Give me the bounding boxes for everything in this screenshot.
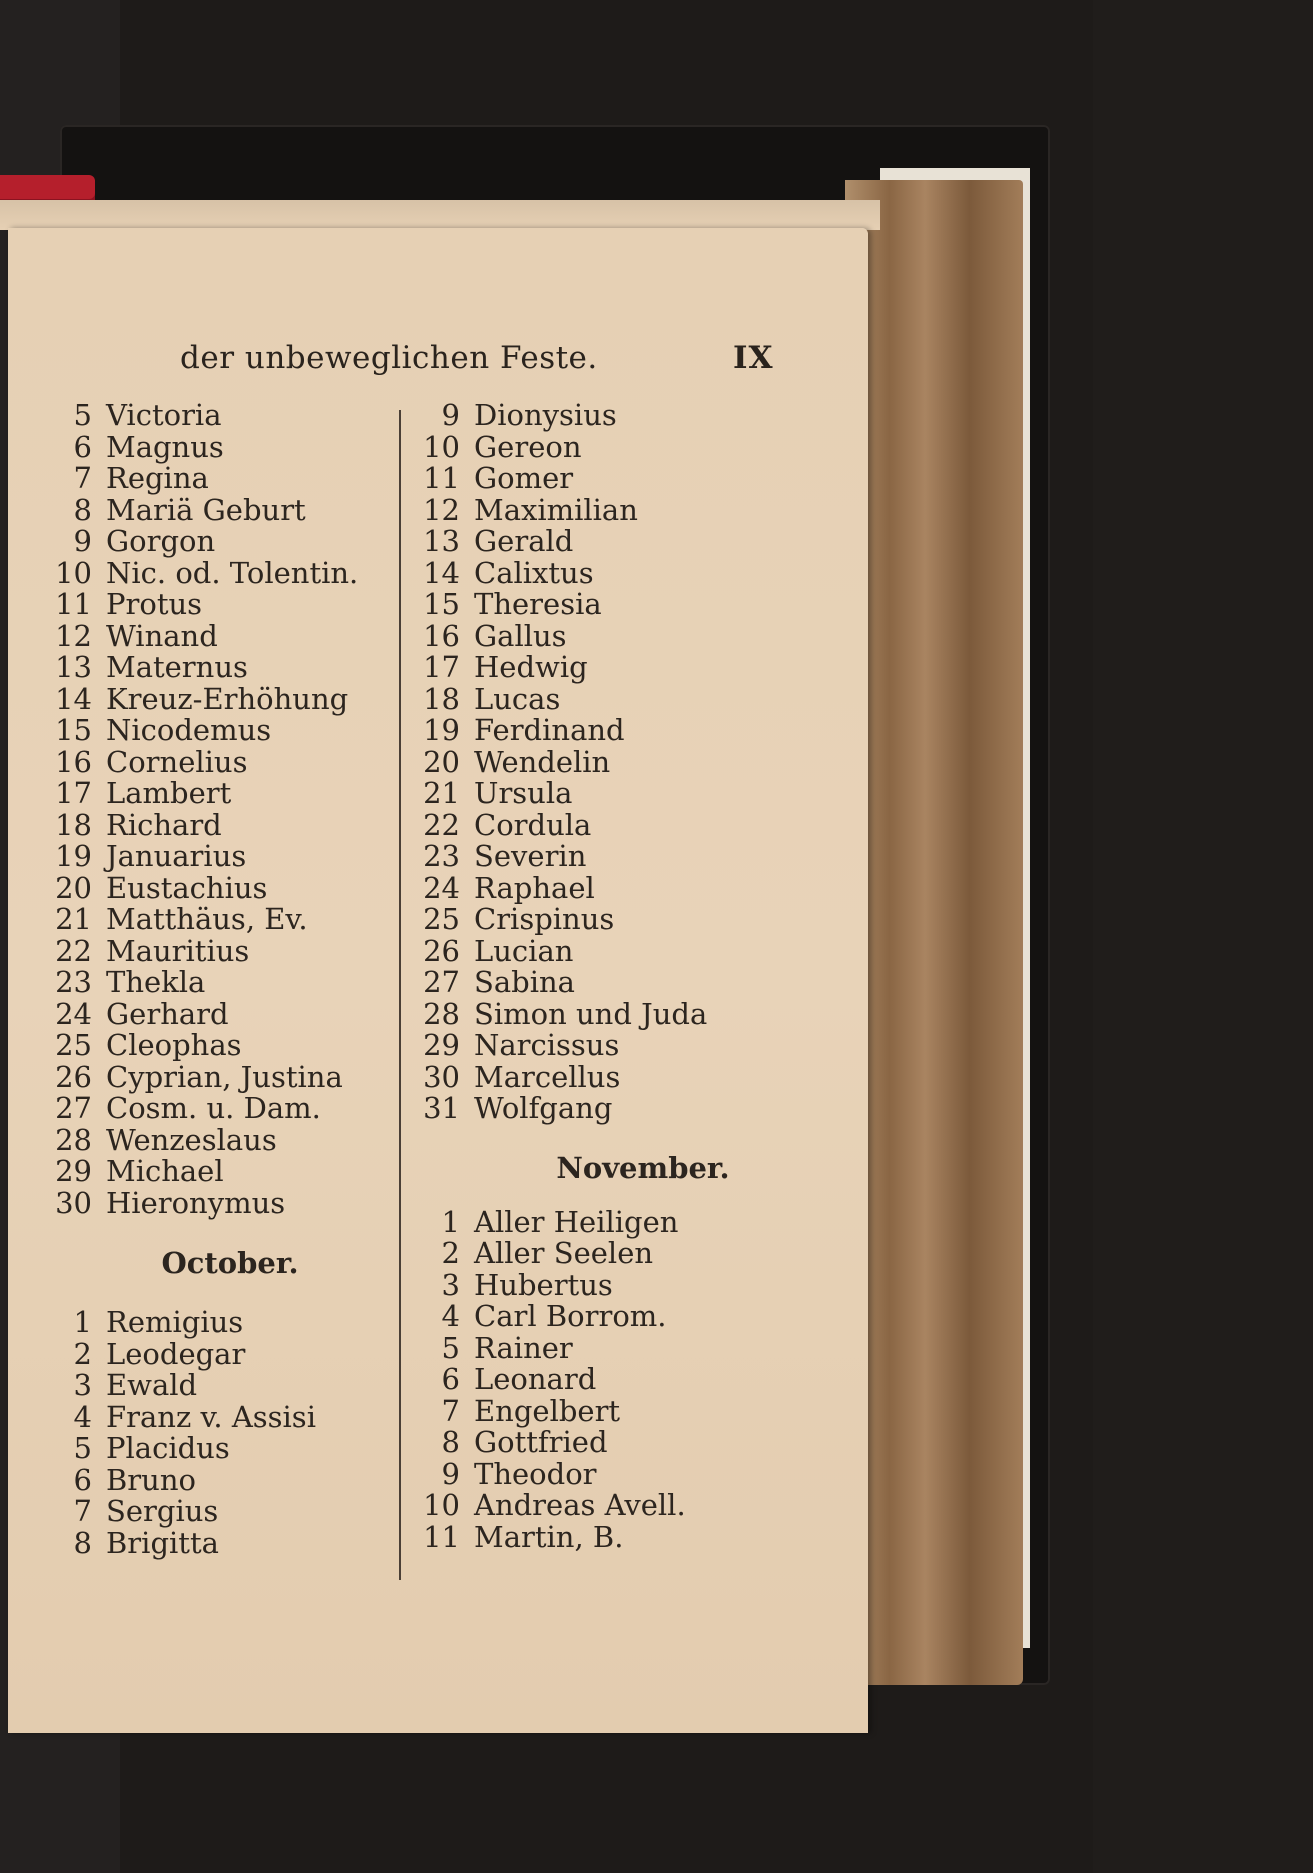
saint-name: Cosm. u. Dam. (106, 1091, 321, 1125)
saint-name: Kreuz-Erhöhung (106, 681, 349, 716)
day-number: 19 (55, 839, 92, 873)
saint-name: Maximilian (474, 492, 638, 527)
calendar-entry (418, 841, 838, 873)
calendar-entry (418, 996, 838, 1031)
day-number: 28 (423, 996, 460, 1031)
day-number: 22 (423, 807, 460, 842)
day-number: 28 (55, 1122, 92, 1157)
page-top-strip (0, 200, 880, 230)
calendar-entry (50, 618, 380, 653)
day-number: 21 (55, 902, 92, 936)
day-number: 17 (55, 776, 92, 810)
day-number: 10 (423, 429, 460, 464)
day-number: 22 (55, 933, 92, 968)
day-number: 30 (55, 1185, 92, 1220)
saint-name: Cordula (474, 807, 592, 842)
day-number: 29 (55, 1154, 92, 1188)
calendar-entry (418, 744, 838, 779)
calendar-entry (50, 463, 380, 495)
day-number: 20 (55, 870, 92, 905)
calendar-entry (418, 870, 838, 905)
calendar-entry (418, 1427, 838, 1459)
saint-name: Narcissus (474, 1028, 620, 1062)
day-number: 25 (55, 1028, 92, 1062)
saint-name: Calixtus (474, 555, 594, 590)
october-continued-list (418, 400, 838, 1125)
day-number: 23 (55, 965, 92, 999)
day-number: 11 (423, 1519, 460, 1554)
saint-name: Maternus (106, 650, 248, 684)
calendar-entry (418, 526, 838, 558)
calendar-entry (50, 429, 380, 464)
calendar-entry (50, 1030, 380, 1062)
day-number: 2 (441, 1236, 460, 1270)
calendar-entry (418, 652, 838, 684)
saint-name: Brigitta (106, 1525, 219, 1560)
september-list (50, 400, 380, 1219)
saint-name: Aller Seelen (474, 1236, 654, 1270)
month-heading-november: November. (556, 1150, 730, 1185)
calendar-entry (418, 1059, 838, 1094)
saint-name: Gomer (474, 461, 574, 495)
saint-name: Gorgon (106, 524, 216, 558)
calendar-entry (50, 589, 380, 621)
saint-name: Matthäus, Ev. (106, 902, 308, 936)
calendar-entry (50, 1433, 380, 1465)
day-number: 11 (423, 461, 460, 495)
calendar-entry (50, 681, 380, 716)
saint-name: Carl Borrom. (474, 1299, 667, 1333)
saint-name: Cornelius (106, 744, 248, 779)
day-number: 9 (441, 398, 460, 432)
day-number: 12 (423, 492, 460, 527)
calendar-entry (50, 1122, 380, 1157)
day-number: 27 (55, 1091, 92, 1125)
day-number: 9 (441, 1456, 460, 1491)
calendar-entry (50, 400, 380, 432)
calendar-entry (50, 807, 380, 842)
day-number: 8 (441, 1425, 460, 1459)
day-number: 19 (423, 713, 460, 747)
day-number: 24 (55, 996, 92, 1031)
saint-name: Thekla (106, 965, 206, 999)
calendar-entry (50, 1336, 380, 1371)
saint-name: Victoria (106, 398, 222, 432)
calendar-entry (418, 1519, 838, 1554)
day-number: 18 (55, 807, 92, 842)
saint-name: Hedwig (474, 650, 588, 684)
calendar-entry (418, 618, 838, 653)
day-number: 7 (73, 461, 92, 495)
november-list (418, 1204, 838, 1554)
calendar-entry (50, 1462, 380, 1497)
saint-name: Rainer (474, 1330, 573, 1365)
day-number: 29 (423, 1028, 460, 1062)
day-number: 8 (73, 492, 92, 527)
calendar-entry (50, 870, 380, 905)
calendar-entry (50, 1496, 380, 1528)
calendar-entry (50, 778, 380, 810)
day-number: 18 (423, 681, 460, 716)
saint-name: Mauritius (106, 933, 250, 968)
day-number: 2 (73, 1336, 92, 1371)
saint-name: Hieronymus (106, 1185, 286, 1220)
calendar-entry (418, 933, 838, 968)
calendar-entry (50, 1185, 380, 1220)
saint-name: Sabina (474, 965, 575, 999)
day-number: 6 (441, 1362, 460, 1396)
saint-name: Hubertus (474, 1267, 613, 1302)
saint-name: Regina (106, 461, 209, 495)
calendar-entry (418, 1393, 838, 1428)
saint-name: Sergius (106, 1494, 219, 1528)
day-number: 10 (55, 555, 92, 590)
day-number: 13 (423, 524, 460, 558)
saint-name: Dionysius (474, 398, 617, 432)
day-number: 23 (423, 839, 460, 873)
saint-name: Gerhard (106, 996, 229, 1031)
saint-name: Wolfgang (474, 1091, 613, 1125)
right-column (418, 400, 838, 1553)
saint-name: Lucian (474, 933, 574, 968)
calendar-entry (418, 715, 838, 747)
saint-name: Engelbert (474, 1393, 621, 1428)
calendar-entry (418, 1490, 838, 1522)
calendar-entry (50, 1525, 380, 1560)
calendar-entry (418, 1364, 838, 1396)
page-number: IX (733, 340, 774, 376)
calendar-entry (418, 778, 838, 810)
saint-name: Wendelin (474, 744, 611, 779)
day-number: 4 (73, 1399, 92, 1434)
saint-name: Aller Heiligen (474, 1204, 679, 1239)
calendar-entry (418, 429, 838, 464)
day-number: 20 (423, 744, 460, 779)
day-number: 17 (423, 650, 460, 684)
day-number: 21 (423, 776, 460, 810)
calendar-entry (418, 1456, 838, 1491)
calendar-entry (418, 807, 838, 842)
day-number: 13 (55, 650, 92, 684)
day-number: 5 (73, 1431, 92, 1465)
calendar-entry (50, 1093, 380, 1125)
saint-name: Bruno (106, 1462, 196, 1497)
saint-name: Cleophas (106, 1028, 242, 1062)
calendar-entry (418, 1030, 838, 1062)
calendar-entry (418, 1204, 838, 1239)
day-number: 16 (423, 618, 460, 653)
saint-name: Ursula (474, 776, 573, 810)
calendar-entry (418, 555, 838, 590)
calendar-entry (418, 1238, 838, 1270)
column-divider (399, 410, 401, 1580)
day-number: 14 (423, 555, 460, 590)
page-edges (845, 180, 1023, 1685)
day-number: 5 (73, 398, 92, 432)
day-number: 7 (73, 1494, 92, 1528)
saint-name: Nicodemus (106, 713, 272, 747)
calendar-entry (418, 1093, 838, 1125)
day-number: 6 (73, 429, 92, 464)
day-number: 1 (441, 1204, 460, 1239)
calendar-entry (50, 996, 380, 1031)
saint-name: Januarius (106, 839, 247, 873)
day-number: 15 (55, 713, 92, 747)
calendar-entry (50, 1059, 380, 1094)
calendar-entry (50, 492, 380, 527)
saint-name: Lucas (474, 681, 561, 716)
saint-name: Leodegar (106, 1336, 246, 1371)
saint-name: Michael (106, 1154, 224, 1188)
day-number: 27 (423, 965, 460, 999)
calendar-entry (418, 492, 838, 527)
saint-name: Remigius (106, 1305, 244, 1339)
saint-name: Placidus (106, 1431, 230, 1465)
saint-name: Richard (106, 807, 222, 842)
day-number: 16 (55, 744, 92, 779)
day-number: 7 (441, 1393, 460, 1428)
saint-name: Theodor (474, 1456, 597, 1491)
calendar-entry (50, 715, 380, 747)
day-number: 31 (423, 1091, 460, 1125)
saint-name: Cyprian, Justina (106, 1059, 343, 1094)
saint-name: Gottfried (474, 1425, 608, 1459)
day-number: 3 (441, 1267, 460, 1302)
calendar-entry (418, 1267, 838, 1302)
calendar-entry (50, 526, 380, 558)
calendar-entry (418, 967, 838, 999)
calendar-entry (418, 681, 838, 716)
day-number: 14 (55, 681, 92, 716)
day-number: 5 (441, 1330, 460, 1365)
calendar-entry (418, 463, 838, 495)
saint-name: Leonard (474, 1362, 597, 1396)
day-number: 10 (423, 1488, 460, 1522)
saint-name: Crispinus (474, 902, 615, 936)
day-number: 8 (73, 1525, 92, 1560)
day-number: 15 (423, 587, 460, 621)
background-right (1093, 0, 1313, 1873)
saint-name: Andreas Avell. (474, 1488, 686, 1522)
calendar-entry (50, 967, 380, 999)
calendar-entry (418, 1301, 838, 1333)
saint-name: Winand (106, 618, 218, 653)
saint-name: Franz v. Assisi (106, 1399, 316, 1434)
calendar-entry (50, 1156, 380, 1188)
month-heading-october: October. (161, 1246, 299, 1280)
day-number: 24 (423, 870, 460, 905)
running-title: der unbeweglichen Feste. (180, 340, 598, 376)
calendar-entry (50, 744, 380, 779)
day-number: 30 (423, 1059, 460, 1094)
saint-name: Nic. od. Tolentin. (106, 555, 359, 590)
day-number: 11 (55, 587, 92, 621)
calendar-entry (50, 1307, 380, 1339)
saint-name: Theresia (474, 587, 602, 621)
saint-name: Mariä Geburt (106, 492, 306, 527)
saint-name: Gallus (474, 618, 567, 653)
saint-name: Gereon (474, 429, 582, 464)
saint-name: Simon und Juda (474, 996, 708, 1031)
calendar-entry (50, 933, 380, 968)
calendar-entry (418, 904, 838, 936)
saint-name: Martin, B. (474, 1519, 624, 1554)
calendar-entry (418, 589, 838, 621)
calendar-entry (418, 400, 838, 432)
calendar-entry (50, 904, 380, 936)
saint-name: Marcellus (474, 1059, 621, 1094)
day-number: 25 (423, 902, 460, 936)
day-number: 6 (73, 1462, 92, 1497)
october-list (50, 1307, 380, 1559)
calendar-entry (418, 1330, 838, 1365)
saint-name: Wenzeslaus (106, 1122, 277, 1157)
calendar-entry (50, 1370, 380, 1402)
saint-name: Severin (474, 839, 587, 873)
day-number: 4 (441, 1299, 460, 1333)
saint-name: Gerald (474, 524, 574, 558)
calendar-entry (50, 1399, 380, 1434)
saint-name: Eustachius (106, 870, 268, 905)
saint-name: Protus (106, 587, 203, 621)
day-number: 9 (73, 524, 92, 558)
day-number: 12 (55, 618, 92, 653)
saint-name: Ferdinand (474, 713, 625, 747)
calendar-entry (50, 555, 380, 590)
left-column (50, 400, 380, 1559)
saint-name: Magnus (106, 429, 224, 464)
saint-name: Raphael (474, 870, 595, 905)
calendar-entry (50, 841, 380, 873)
calendar-entry (50, 652, 380, 684)
saint-name: Ewald (106, 1368, 198, 1402)
saint-name: Lambert (106, 776, 232, 810)
day-number: 26 (423, 933, 460, 968)
day-number: 1 (73, 1305, 92, 1339)
day-number: 26 (55, 1059, 92, 1094)
day-number: 3 (73, 1368, 92, 1402)
